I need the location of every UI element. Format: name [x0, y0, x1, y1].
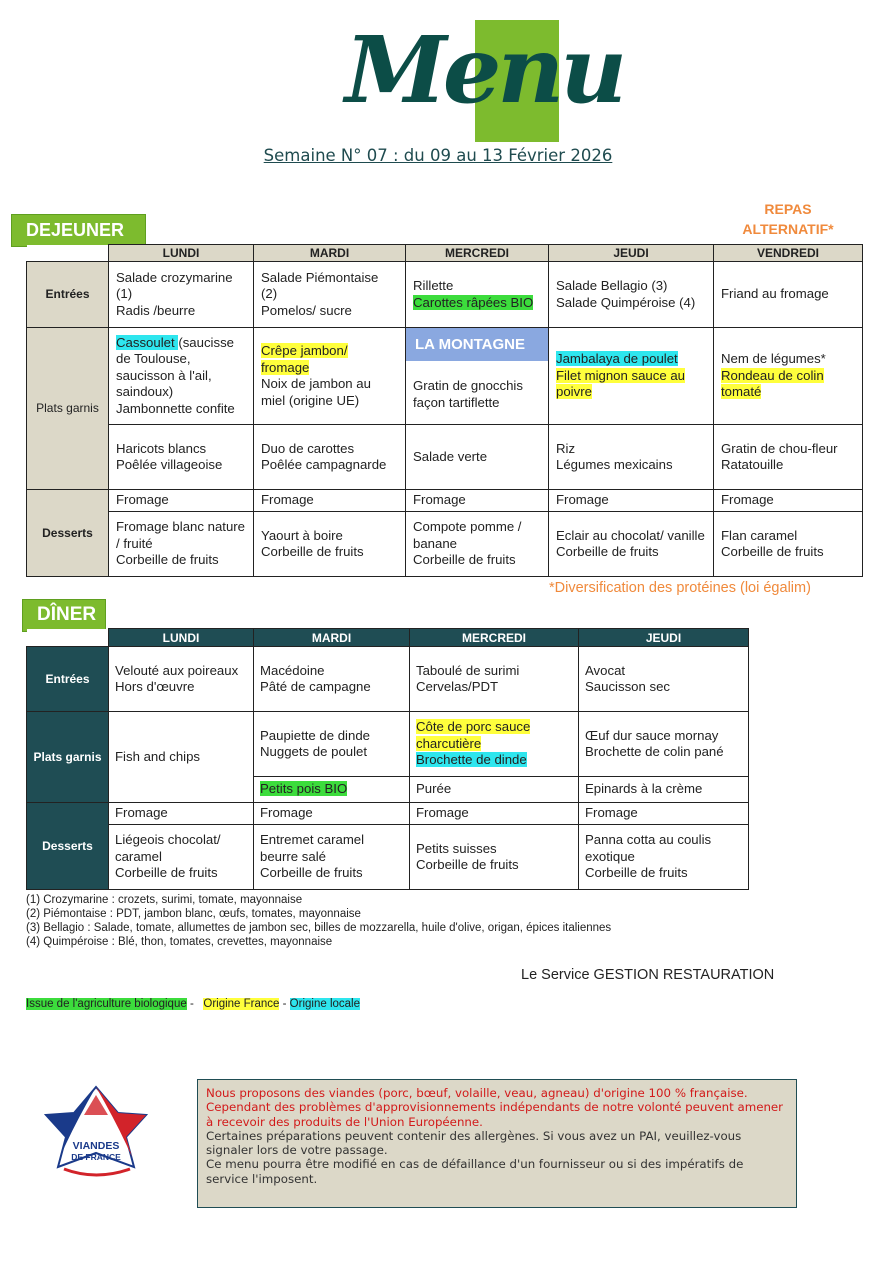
bio-highlight: Carottes râpées BIO	[413, 294, 534, 310]
day-header: LUNDI	[109, 245, 254, 262]
menu-cell: Fromage	[109, 803, 254, 825]
menu-cell: Paupiette de dinde Nuggets de poulet	[254, 712, 410, 777]
menu-cell: Gratin de chou-fleur Ratatouille	[714, 425, 863, 490]
menu-cell: Fromage	[109, 490, 254, 512]
menu-cell: Yaourt à boire Corbeille de fruits	[254, 512, 406, 577]
info-box: Nous proposons des viandes (porc, bœuf, volaille, veau, agneau) d'origine 100 % française. Cependant des problèmes d'approvisionnements indépendants de notre volonté peuvent amener à recevoir des produits de l'Union Européenne. Certaines préparations peuvent contenir des allergènes. Si vous avez un PAI, veuillez-vous signaler lors de votre passage. Ce menu pourra être modifié en cas de défaillance d'un fournisseur ou si des impératifs de service l'imposent.	[197, 1079, 797, 1208]
menu-cell: Salade Piémontaise (2) Pomelos/ sucre	[254, 262, 406, 328]
day-header: VENDREDI	[714, 245, 863, 262]
menu-cell: Fromage	[410, 803, 579, 825]
row-header-entrees: Entrées	[27, 647, 109, 712]
menu-cell: Panna cotta au coulis exotique Corbeille de fruits	[579, 825, 749, 890]
row-header-plats: Plats garnis	[27, 328, 109, 490]
legend-locale: Origine locale	[289, 998, 360, 1010]
menu-cell: Taboulé de surimi Cervelas/PDT	[410, 647, 579, 712]
menu-cell: Petits suisses Corbeille de fruits	[410, 825, 579, 890]
legend-france: Origine France	[203, 998, 280, 1010]
menu-cell: Fish and chips	[109, 712, 254, 803]
la-montagne-banner: LA MONTAGNE	[406, 328, 548, 361]
menu-cell: Fromage	[549, 490, 714, 512]
menu-cell: Salade verte	[406, 425, 549, 490]
vdf-line1: VIANDES	[72, 1140, 120, 1152]
menu-cell: Fromage	[714, 490, 863, 512]
day-header: JEUDI	[549, 245, 714, 262]
menu-cell: Petits pois BIO	[254, 777, 410, 803]
menu-cell: Purée	[410, 777, 579, 803]
menu-cell: Velouté aux poireaux Hors d'œuvre	[109, 647, 254, 712]
vdf-line2: DE FRANCE	[71, 1152, 121, 1162]
day-header: JEUDI	[579, 629, 749, 647]
menu-cell: Macédoine Pâté de campagne	[254, 647, 410, 712]
day-header: MARDI	[254, 245, 406, 262]
row-header-desserts: Desserts	[27, 803, 109, 890]
menu-logo: Menu	[345, 16, 624, 124]
menu-cell: Entremet caramel beurre salé Corbeille de fruits	[254, 825, 410, 890]
viandes-de-france-logo	[44, 1085, 148, 1185]
menu-cell: Jambalaya de poulet Filet mignon sauce au poivre	[549, 328, 714, 425]
menu-cell: Eclair au chocolat/ vanille Corbeille de fruits	[549, 512, 714, 577]
day-header: MERCREDI	[410, 629, 579, 647]
row-header-desserts: Desserts	[27, 490, 109, 577]
menu-cell: Fromage	[579, 803, 749, 825]
menu-cell: Compote pomme / banane Corbeille de fruits	[406, 512, 549, 577]
menu-cell: Duo de carottes Poêlée campagnarde	[254, 425, 406, 490]
day-header: MERCREDI	[406, 245, 549, 262]
menu-cell: Epinards à la crème	[579, 777, 749, 803]
menu-cell: Nem de légumes* Rondeau de colin tomaté	[714, 328, 863, 425]
menu-cell: Fromage blanc nature / fruité Corbeille de fruits	[109, 512, 254, 577]
legend-bio: Issue de l'agriculture biologique	[26, 998, 187, 1010]
menu-cell: Œuf dur sauce mornay Brochette de colin pané	[579, 712, 749, 777]
menu-cell: LA MONTAGNE Gratin de gnocchis façon tartiflette	[406, 328, 549, 425]
menu-cell: Avocat Saucisson sec	[579, 647, 749, 712]
diner-title: DÎNER	[22, 599, 106, 632]
menu-cell: Fromage	[254, 490, 406, 512]
dejeuner-table	[26, 244, 863, 577]
menu-cell: Flan caramel Corbeille de fruits	[714, 512, 863, 577]
day-header: LUNDI	[109, 629, 254, 647]
menu-cell: Côte de porc sauce charcutière Brochette de dinde	[410, 712, 579, 777]
diversification-note: *Diversification des protéines (loi égalim)	[549, 580, 811, 596]
menu-cell: Haricots blancs Poêlée villageoise	[109, 425, 254, 490]
dejeuner-title: DEJEUNER	[11, 214, 146, 247]
menu-cell: Friand au fromage	[714, 262, 863, 328]
week-title: Semaine N° 07 : du 09 au 13 Février 2026	[263, 146, 613, 165]
menu-cell: Fromage	[254, 803, 410, 825]
menu-cell: Cassoulet (saucisse de Toulouse, saucisson à l'ail, saindoux) Jambonnette confite	[109, 328, 254, 425]
menu-cell: Crêpe jambon/ fromage Noix de jambon au miel (origine UE)	[254, 328, 406, 425]
menu-cell: Liégeois chocolat/ caramel Corbeille de fruits	[109, 825, 254, 890]
diner-table	[26, 628, 749, 890]
color-legend: Issue de l'agriculture biologique - Origine France - Origine locale	[26, 998, 360, 1010]
service-signature: Le Service GESTION RESTAURATION	[521, 967, 775, 983]
menu-cell: Fromage	[406, 490, 549, 512]
repas-alternatif-note: REPAS ALTERNATIF*	[742, 201, 834, 237]
row-header-plats: Plats garnis	[27, 712, 109, 803]
row-header-entrees: Entrées	[27, 262, 109, 328]
menu-cell: Salade Bellagio (3) Salade Quimpéroise (4)	[549, 262, 714, 328]
day-header: MARDI	[254, 629, 410, 647]
menu-cell: Salade crozymarine (1) Radis /beurre	[109, 262, 254, 328]
recipe-notes: (1) Crozymarine : crozets, surimi, tomate, mayonnaise (2) Piémontaise : PDT, jambon blanc, œufs, tomates, mayonnaise (3) Bellagio : Salade, tomate, allumettes de jambon sec, billes de mozzarella, huile d'olive, origan, épices italiennes (4) Quimpéroise : Blé, thon, tomates, crevettes, mayonnaise	[26, 894, 612, 948]
menu-cell: Rillette Carottes râpées BIO	[406, 262, 549, 328]
menu-cell: Riz Légumes mexicains	[549, 425, 714, 490]
